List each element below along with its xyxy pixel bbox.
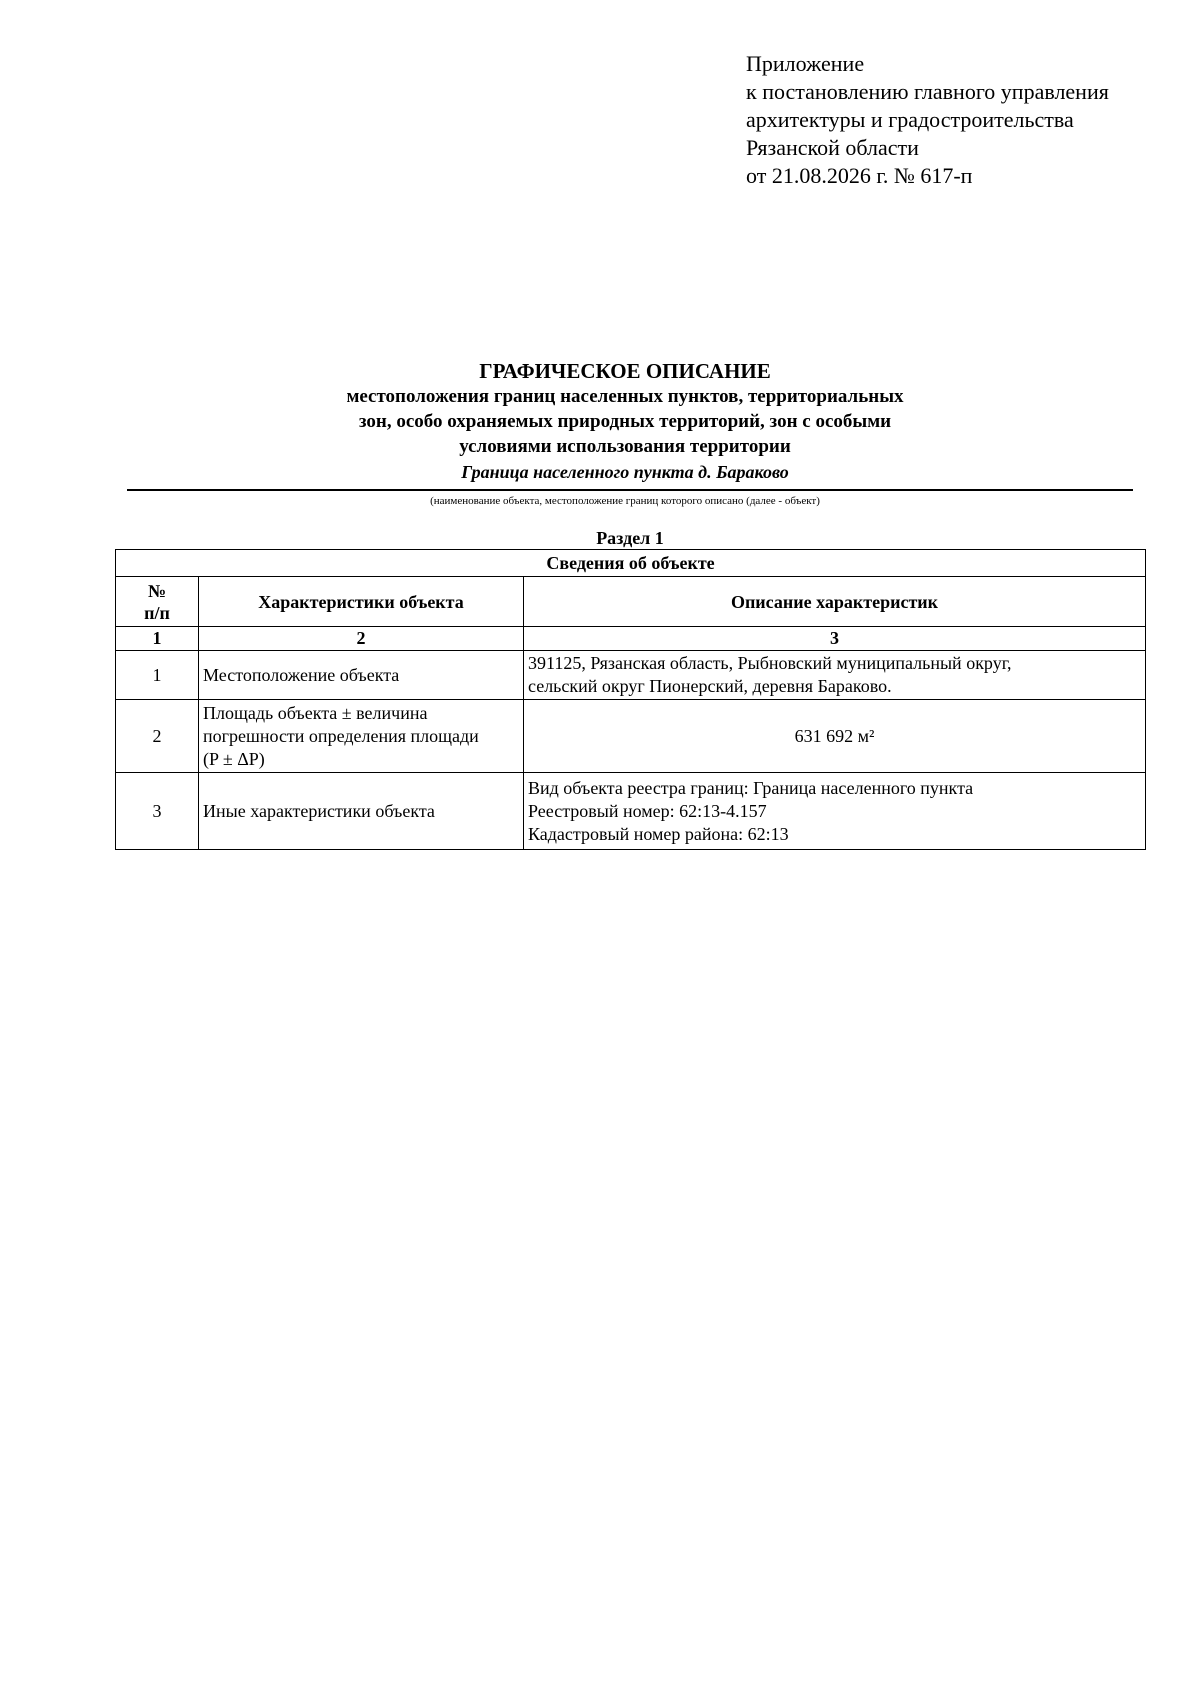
approval-line: к постановлению главного управления — [746, 79, 1109, 104]
row-characteristic — [199, 700, 524, 773]
row-characteristic — [199, 651, 524, 700]
table-header-row — [116, 577, 1146, 627]
text-line: Вид объекта реестра границ: Граница населенного пункта — [528, 777, 974, 798]
approval-date-number: от 21.08.2026 г. № 617-п — [746, 163, 973, 188]
text-line: (P ± ΔP) — [203, 748, 265, 769]
header-num-line2: п/п — [144, 602, 170, 623]
header-description: Описание характеристик — [524, 577, 1146, 627]
row-number: 1 — [116, 651, 199, 700]
subtitle-line: зон, особо охраняемых природных территорий, зон с особыми — [358, 411, 892, 432]
table-row — [116, 700, 1146, 773]
table-row — [116, 651, 1146, 700]
row-description — [524, 773, 1146, 850]
row-number: 2 — [116, 700, 199, 773]
approval-block — [746, 50, 1109, 190]
text-line: 391125, Рязанская область, Рыбновский муниципальный округ, — [528, 653, 1012, 673]
approval-line: архитектуры и градостроительства — [746, 107, 1074, 132]
object-name: Граница населенного пункта д. Бараково — [461, 462, 789, 482]
column-number: 3 — [524, 627, 1146, 651]
text-line: Кадастровый номер района: 62:13 — [528, 823, 789, 844]
text-line: Иные характеристики объекта — [203, 800, 435, 821]
column-number-row — [116, 627, 1146, 651]
text-line: Местоположение объекта — [203, 664, 400, 685]
underline-rule — [127, 489, 1133, 491]
row-number: 3 — [116, 773, 199, 850]
approval-line: Рязанской области — [746, 135, 919, 160]
row-description — [524, 651, 1146, 700]
table-row — [116, 773, 1146, 850]
area-value: 631 692 м² — [794, 725, 875, 746]
text-line: сельский округ Пионерский, деревня Бараково. — [528, 676, 892, 696]
title-block — [115, 358, 1135, 484]
object-name-caption: (наименование объекта, местоположение границ которого описано (далее - объект) — [430, 495, 820, 507]
subtitle-line: местоположения границ населенных пунктов, территориальных — [346, 386, 904, 407]
column-number: 1 — [116, 627, 199, 651]
text-line: погрешности определения площади — [203, 725, 479, 746]
header-num-line1: № — [147, 580, 167, 601]
header-num — [116, 577, 199, 627]
approval-line: Приложение — [746, 51, 865, 76]
table-title: Сведения об объекте — [116, 550, 1146, 577]
table-banner-row — [116, 550, 1146, 577]
header-characteristic: Характеристики объекта — [199, 577, 524, 627]
column-number: 2 — [199, 627, 524, 651]
document-title: ГРАФИЧЕСКОЕ ОПИСАНИЕ — [479, 359, 771, 383]
text-line: Реестровый номер: 62:13-4.157 — [528, 800, 767, 821]
row-characteristic — [199, 773, 524, 850]
text-line: Площадь объекта ± величина — [203, 702, 428, 723]
subtitle-line: условиями использования территории — [459, 436, 791, 457]
row-description — [524, 700, 1146, 773]
object-info-table — [115, 549, 1146, 850]
section-title: Раздел 1 — [596, 528, 664, 548]
